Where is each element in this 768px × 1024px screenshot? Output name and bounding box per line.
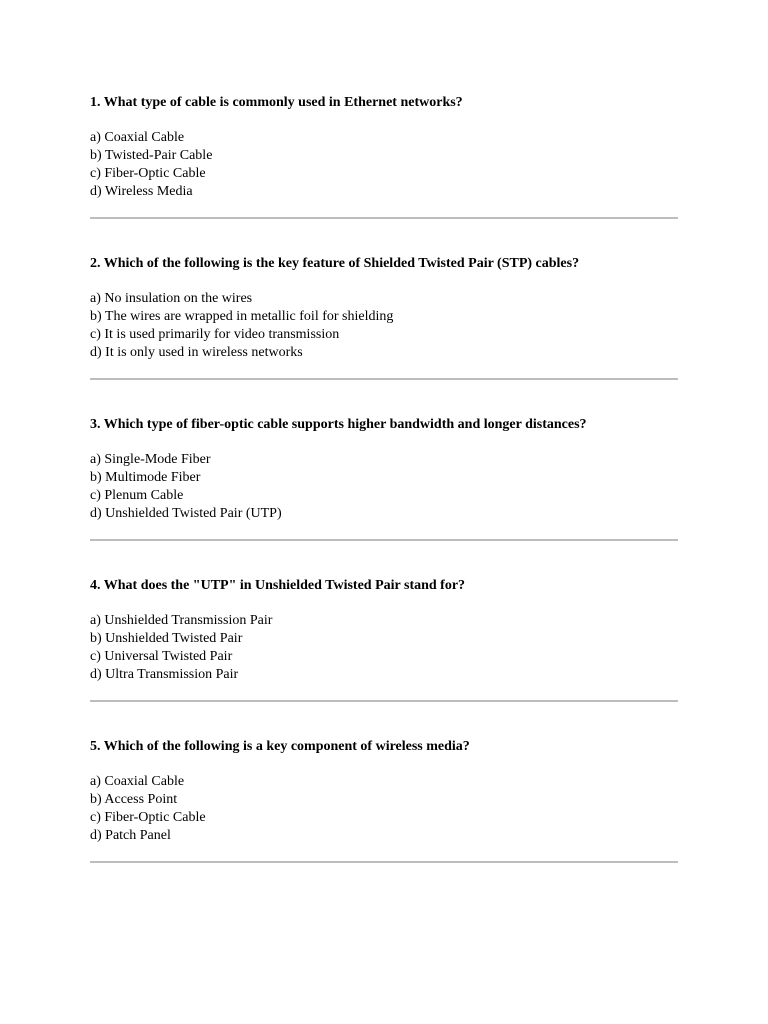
question-3 (90, 416, 678, 577)
option-d: d) It is only used in wireless networks (90, 345, 303, 360)
option-list (90, 290, 678, 362)
option-b: b) The wires are wrapped in metallic foil for shielding (90, 309, 394, 324)
question-title: 4. What does the "UTP" in Unshielded Twisted Pair stand for? (90, 578, 466, 593)
question-title: 5. Which of the following is a key component of wireless media? (90, 739, 470, 754)
option-list (90, 129, 678, 201)
option-a: a) No insulation on the wires (90, 291, 253, 306)
option-b: b) Twisted-Pair Cable (90, 148, 213, 163)
option-a: a) Coaxial Cable (90, 130, 185, 145)
option-d: d) Ultra Transmission Pair (90, 667, 239, 682)
question-4 (90, 577, 678, 738)
option-list (90, 773, 678, 845)
question-2 (90, 255, 678, 416)
quiz-page (90, 94, 678, 899)
divider (90, 861, 678, 863)
divider (90, 378, 678, 380)
option-d: d) Wireless Media (90, 184, 193, 199)
divider (90, 539, 678, 541)
option-b: b) Multimode Fiber (90, 470, 201, 485)
option-c: c) Universal Twisted Pair (90, 649, 233, 664)
option-a: a) Coaxial Cable (90, 774, 185, 789)
question-title: 2. Which of the following is the key feature of Shielded Twisted Pair (STP) cables? (90, 256, 580, 271)
option-list (90, 612, 678, 684)
option-list (90, 451, 678, 523)
option-b: b) Access Point (90, 792, 178, 807)
option-c: c) Fiber-Optic Cable (90, 166, 206, 181)
divider (90, 700, 678, 702)
question-title: 1. What type of cable is commonly used in Ethernet networks? (90, 95, 463, 110)
option-a: a) Unshielded Transmission Pair (90, 613, 273, 628)
option-d: d) Unshielded Twisted Pair (UTP) (90, 506, 282, 521)
question-5 (90, 738, 678, 899)
option-c: c) Plenum Cable (90, 488, 184, 503)
option-a: a) Single-Mode Fiber (90, 452, 211, 467)
option-d: d) Patch Panel (90, 828, 171, 843)
option-b: b) Unshielded Twisted Pair (90, 631, 243, 646)
question-title: 3. Which type of fiber-optic cable supports higher bandwidth and longer distances? (90, 417, 587, 432)
question-1 (90, 94, 678, 255)
option-c: c) It is used primarily for video transmission (90, 327, 340, 342)
divider (90, 217, 678, 219)
option-c: c) Fiber-Optic Cable (90, 810, 206, 825)
